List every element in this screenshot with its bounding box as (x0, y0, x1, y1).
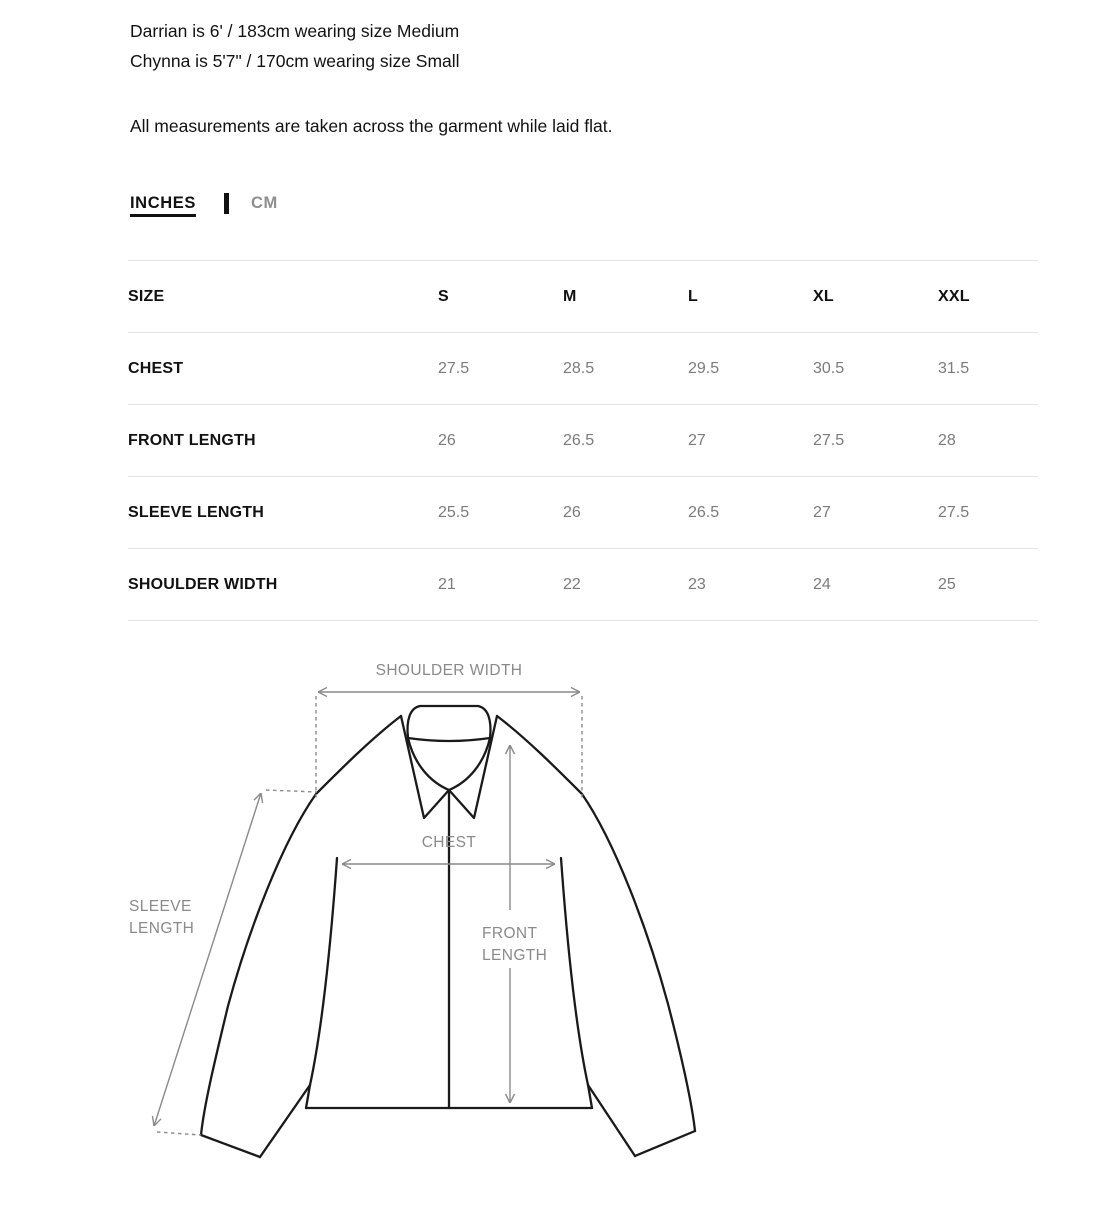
column-header-m: M (563, 261, 688, 333)
table-row-shoulder-width (128, 549, 1038, 621)
cell-value: 26.5 (563, 405, 688, 477)
cell-value: 26 (438, 405, 563, 477)
front-length-label-line1: FRONT (482, 925, 538, 942)
cell-value: 30.5 (813, 333, 938, 405)
model-info-line-2: Chynna is 5'7" / 170cm wearing size Small (130, 51, 460, 71)
column-header-l: L (688, 261, 813, 333)
unit-toggle-cm[interactable]: CM (250, 193, 278, 212)
chest-label: CHEST (421, 834, 477, 851)
sleeve-length-dash-bottom (157, 1132, 201, 1135)
row-label: FRONT LENGTH (128, 405, 438, 477)
model-info-line-1: Darrian is 6' / 183cm wearing size Medium (130, 21, 460, 41)
column-header-xxl: XXL (938, 261, 1038, 333)
sleeve-length-dash-top (266, 790, 317, 792)
cell-value: 28.5 (563, 333, 688, 405)
row-label: SHOULDER WIDTH (128, 549, 438, 621)
column-header-xl: XL (813, 261, 938, 333)
cell-value: 29.5 (688, 333, 813, 405)
cell-value: 25.5 (438, 477, 563, 549)
table-row-sleeve-length (128, 477, 1038, 549)
cell-value: 25 (938, 549, 1038, 621)
cell-value: 22 (563, 549, 688, 621)
cell-value: 28 (938, 405, 1038, 477)
jacket-outline (201, 706, 695, 1157)
cell-value: 31.5 (938, 333, 1038, 405)
cell-value: 27.5 (813, 405, 938, 477)
size-table (128, 260, 1038, 621)
row-label: CHEST (128, 333, 438, 405)
cell-value: 21 (438, 549, 563, 621)
sleeve-length-arrow (154, 793, 261, 1126)
unit-toggle-divider (224, 193, 229, 214)
cell-value: 26.5 (688, 477, 813, 549)
cell-value: 27 (813, 477, 938, 549)
cell-value: 24 (813, 549, 938, 621)
garment-measurement-diagram (120, 648, 700, 1185)
table-header-row (128, 261, 1038, 333)
sleeve-length-label-line2: LENGTH (129, 920, 195, 937)
measurement-note: All measurements are taken across the garment while laid flat. (130, 116, 613, 136)
front-length-label-line2: LENGTH (482, 947, 548, 964)
row-label: SLEEVE LENGTH (128, 477, 438, 549)
measurement-annotations (129, 662, 582, 1135)
cell-value: 23 (688, 549, 813, 621)
cell-value: 26 (563, 477, 688, 549)
table-row-front-length (128, 405, 1038, 477)
sleeve-length-label-line1: SLEEVE (129, 898, 192, 915)
unit-toggle-inches[interactable]: INCHES (130, 193, 196, 212)
column-header-s: S (438, 261, 563, 333)
shoulder-width-label: SHOULDER WIDTH (375, 662, 523, 679)
column-header-size: SIZE (128, 261, 438, 333)
unit-toggle (130, 190, 278, 216)
table-row-chest (128, 333, 1038, 405)
cell-value: 27.5 (938, 477, 1038, 549)
cell-value: 27 (688, 405, 813, 477)
cell-value: 27.5 (438, 333, 563, 405)
